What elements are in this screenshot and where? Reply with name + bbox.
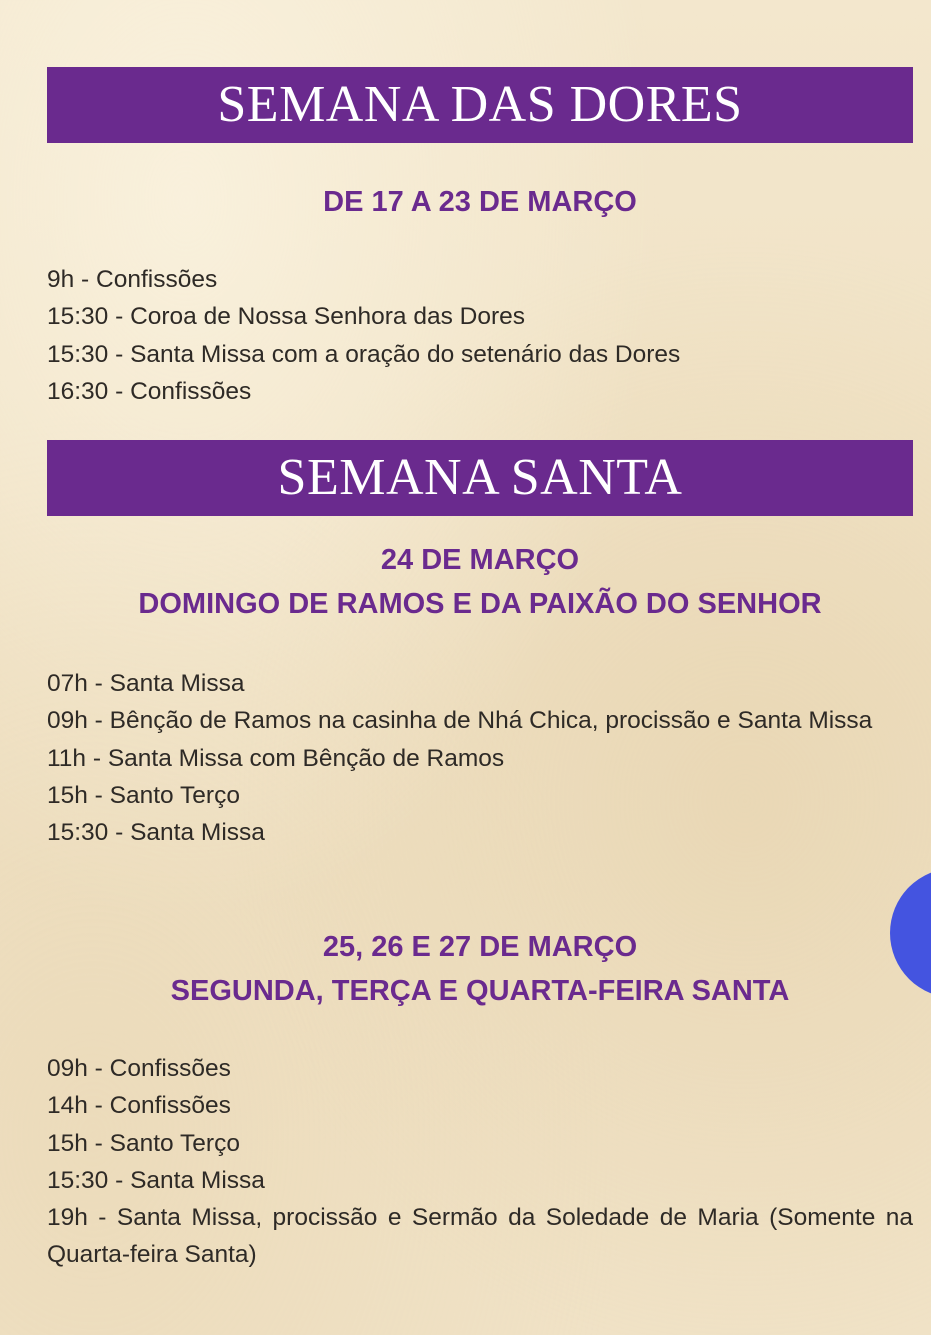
schedule-item: 14h - Confissões xyxy=(47,1092,231,1120)
schedule-list-segunda-terca-quarta xyxy=(47,1050,913,1274)
heading-line: DE 17 A 23 DE MARÇO xyxy=(323,186,637,218)
schedule-list-domingo-de-ramos xyxy=(47,665,913,851)
schedule-item: 09h - Confissões xyxy=(47,1055,231,1082)
heading-line: DOMINGO DE RAMOS E DA PAIXÃO DO SENHOR xyxy=(138,588,822,620)
section-heading-dates xyxy=(47,180,913,224)
schedule-item: 15h - Santo Terço xyxy=(47,1129,240,1157)
section-heading-segunda-terca-quarta xyxy=(47,925,913,1013)
schedule-item: 16:30 - Confissões xyxy=(47,377,252,405)
schedule-item: 19h - Santa Missa, procissão e Sermão da Soledade de Maria (Somente na Quarta-feira Santa) xyxy=(47,1204,913,1269)
schedule-item: 15:30 - Santa Missa com a oração do setenário das Dores xyxy=(47,340,681,368)
section-banner-semana-santa: SEMANA SANTA xyxy=(47,440,913,516)
schedule-item: 11h - Santa Missa com Bênção de Ramos xyxy=(47,744,505,772)
section-heading-domingo-de-ramos xyxy=(47,538,913,626)
heading-line: 24 DE MARÇO xyxy=(380,544,580,576)
schedule-item: 15:30 - Santa Missa xyxy=(47,819,265,847)
schedule-item: 15:30 - Santa Missa xyxy=(47,1166,265,1194)
schedule-item: 15h - Santo Terço xyxy=(47,781,240,809)
schedule-item: 9h - Confissões xyxy=(47,266,218,293)
schedule-item: 07h - Santa Missa xyxy=(47,670,245,697)
section-banner-semana-das-dores: SEMANA DAS DORES xyxy=(47,67,913,143)
schedule-item: 09h - Bênção de Ramos na casinha de Nhá Chica, procissão e Santa Missa xyxy=(47,707,873,735)
heading-line: 25, 26 E 27 DE MARÇO xyxy=(322,931,638,963)
schedule-list-dores xyxy=(47,261,913,410)
schedule-item: 15:30 - Coroa de Nossa Senhora das Dores xyxy=(47,303,526,331)
heading-line: SEGUNDA, TERÇA E QUARTA-FEIRA SANTA xyxy=(170,975,790,1007)
